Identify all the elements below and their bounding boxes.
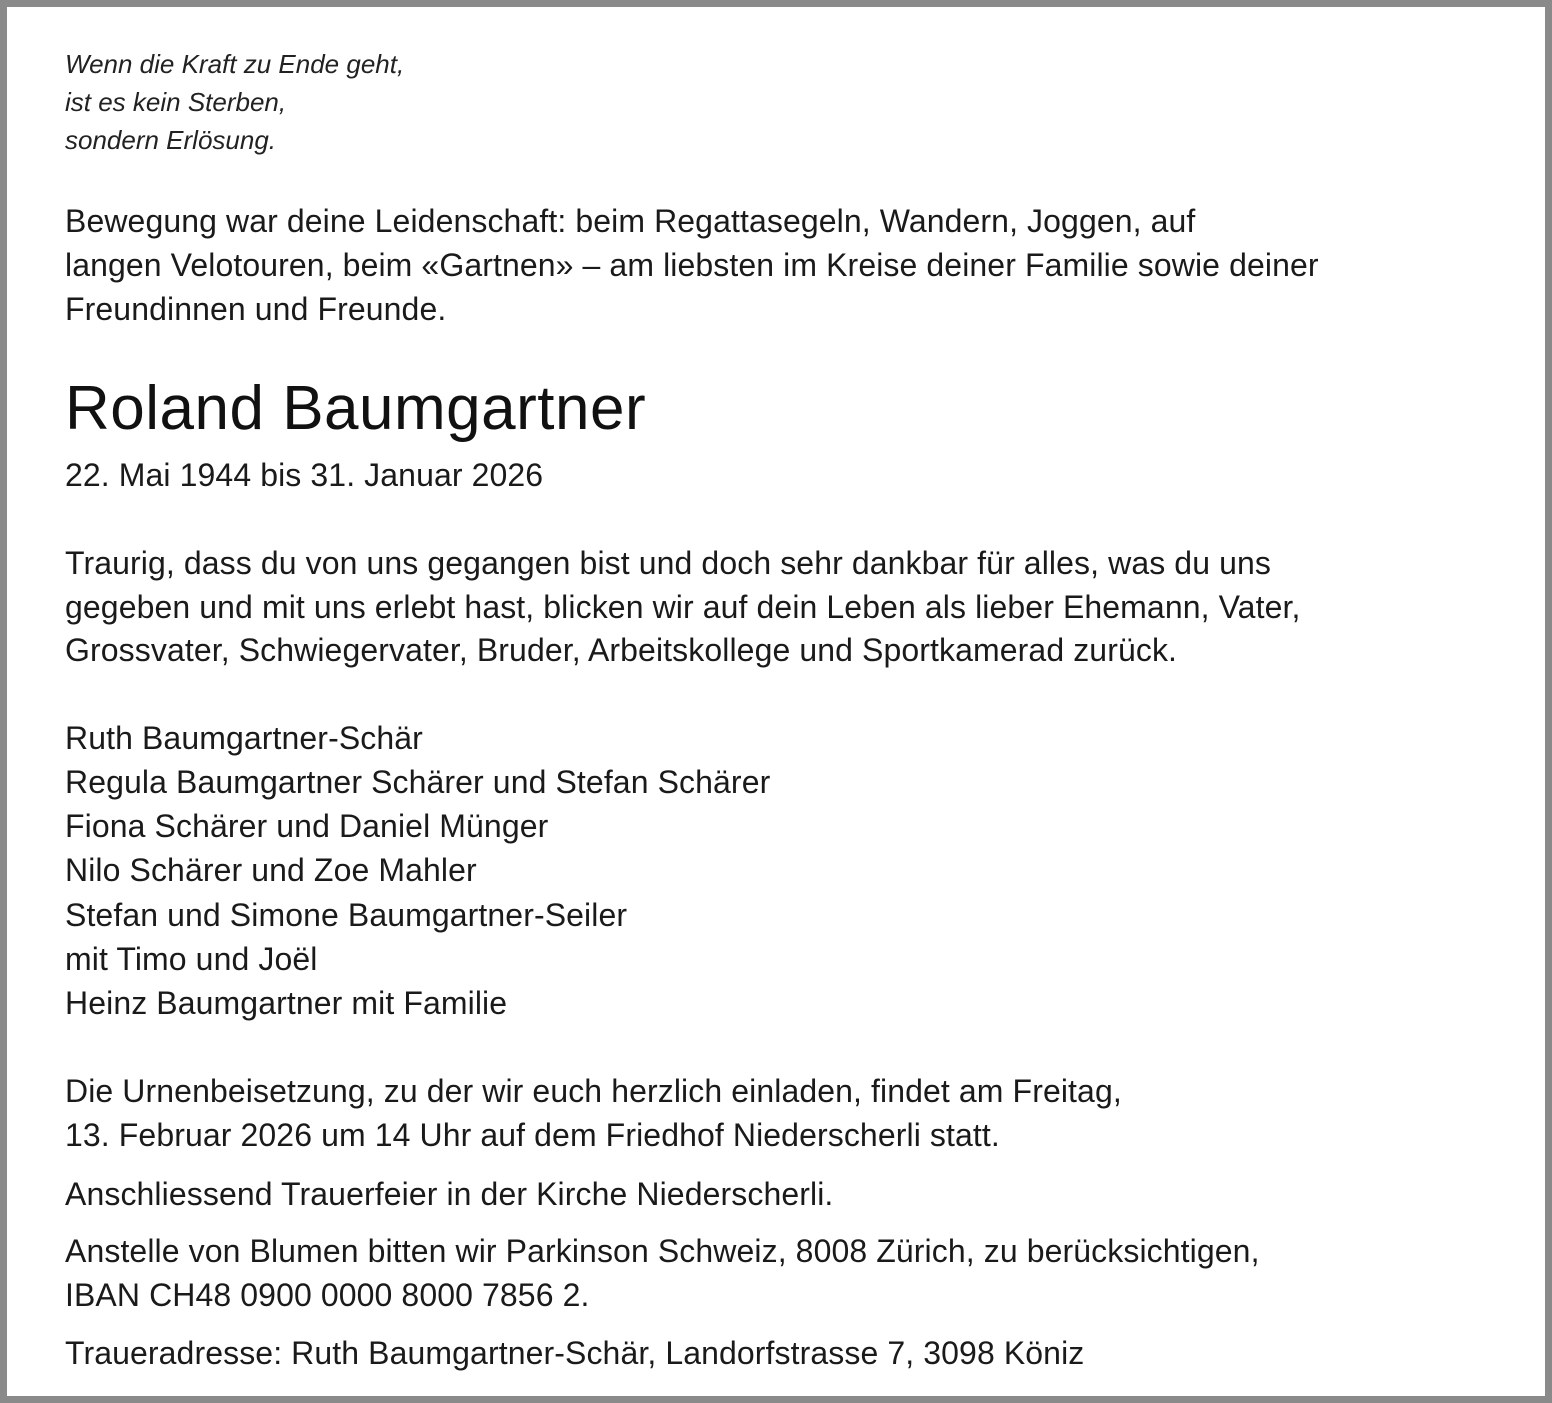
deceased-name: Roland Baumgartner xyxy=(65,374,647,443)
burial-line: 13. Februar 2026 um 14 Uhr auf dem Friedhof Niederscherli statt. xyxy=(65,1117,1000,1153)
intro-line: Bewegung war deine Leidenschaft: beim Regattasegeln, Wandern, Joggen, auf xyxy=(65,203,1196,239)
motto-line: Wenn die Kraft zu Ende geht, xyxy=(65,49,405,79)
life-dates: 22. Mai 1944 bis 31. Januar 2026 xyxy=(65,457,544,493)
burial-line: Die Urnenbeisetzung, zu der wir euch herzlich einladen, findet am Freitag, xyxy=(65,1073,1122,1109)
memorial-service: Anschliessend Trauerfeier in der Kirche Niederscherli. xyxy=(65,1176,834,1212)
mourner-entry: Regula Baumgartner Schärer und Stefan Schärer xyxy=(65,764,771,800)
tribute-line: Traurig, dass du von uns gegangen bist und doch sehr dankbar für alles, was du uns xyxy=(65,545,1271,581)
mourner-entry: Ruth Baumgartner-Schär xyxy=(65,720,423,756)
mourning-address: Traueradresse: Ruth Baumgartner-Schär, Landorfstrasse 7, 3098 Köniz xyxy=(65,1335,1085,1371)
mourner-entry: Fiona Schärer und Daniel Münger xyxy=(65,808,549,844)
tribute-line: Grossvater, Schwiegervater, Bruder, Arbeitskollege und Sportkamerad zurück. xyxy=(65,632,1178,668)
tribute-line: gegeben und mit uns erlebt hast, blicken wir auf dein Leben als lieber Ehemann, Vater, xyxy=(65,589,1301,625)
motto-line: ist es kein Sterben, xyxy=(65,87,287,117)
donation-line: Anstelle von Blumen bitten wir Parkinson Schweiz, 8008 Zürich, zu berücksichtigen, xyxy=(65,1233,1260,1269)
mourner-entry: Stefan und Simone Baumgartner-Seiler xyxy=(65,897,628,933)
mourner-entry: mit Timo und Joël xyxy=(65,941,318,977)
motto-line: sondern Erlösung. xyxy=(65,125,277,155)
mourner-entry: Heinz Baumgartner mit Familie xyxy=(65,985,508,1021)
intro-line: Freundinnen und Freunde. xyxy=(65,291,447,327)
donation-line: IBAN CH48 0900 0000 8000 7856 2. xyxy=(65,1277,590,1313)
intro-line: langen Velotouren, beim «Gartnen» – am liebsten im Kreise deiner Familie sowie deiner xyxy=(65,247,1319,283)
mourner-entry: Nilo Schärer und Zoe Mahler xyxy=(65,852,477,888)
